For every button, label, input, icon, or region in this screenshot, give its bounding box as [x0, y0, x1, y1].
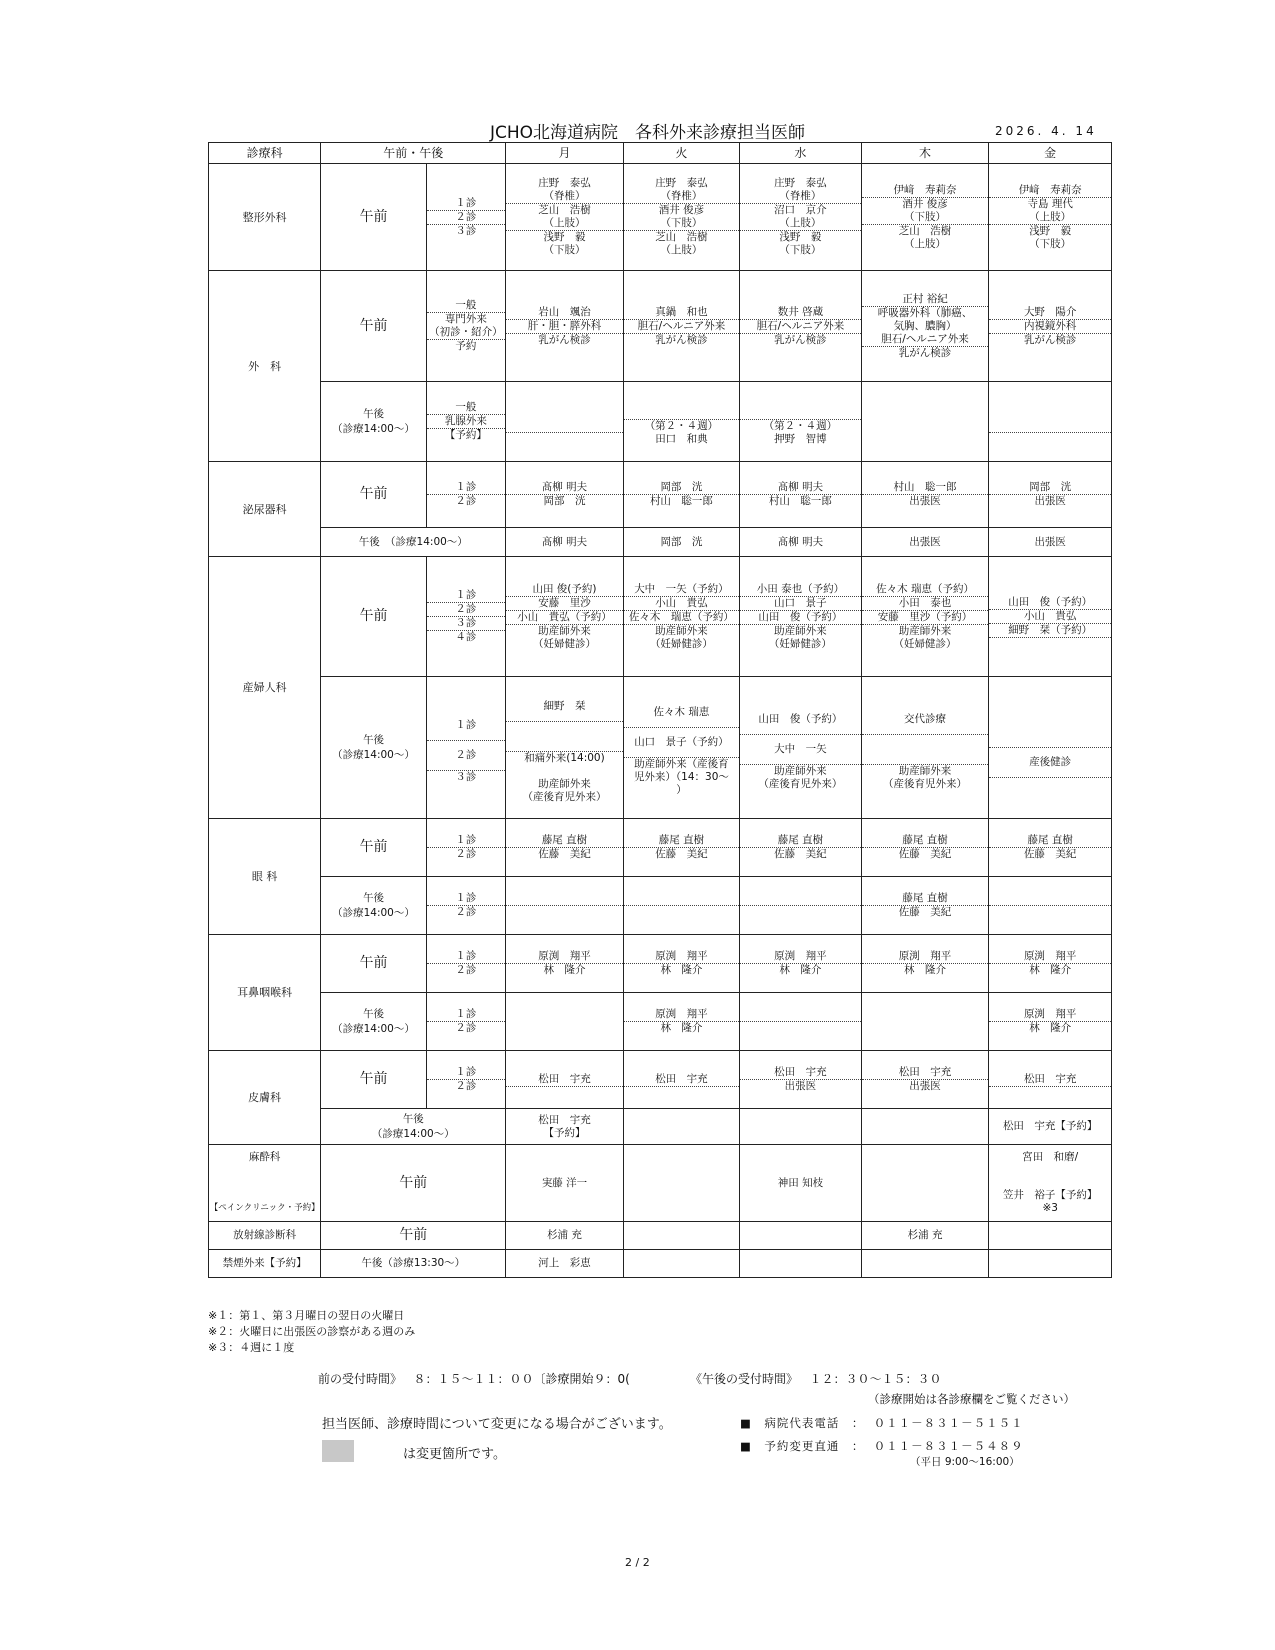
specialty: （脊椎）: [660, 190, 703, 202]
doctor: 林 隆介: [904, 964, 947, 976]
doctor: 岡部 洸: [623, 528, 739, 557]
doctor: 林 隆介: [660, 1022, 703, 1034]
clinic: 乳がん検診: [774, 333, 827, 346]
period-obgyn-pm: 午後: [362, 733, 384, 746]
doctor: 小田 泰也: [862, 597, 989, 611]
clinic: 乳がん検診: [898, 346, 952, 359]
header-dept: 診療科: [209, 143, 321, 164]
doctor: 伊﨑 寿莉奈: [1018, 183, 1082, 196]
period-surgery-pm: 午後: [362, 407, 384, 420]
note: （第２・４週）: [763, 420, 838, 432]
doctor: 佐藤 美紀: [1023, 848, 1077, 860]
doctor: 原渕 翔平: [624, 1008, 739, 1022]
clinic: 助産師外来: [655, 624, 708, 637]
clinic: 助産師外来: [774, 764, 827, 777]
dept-anes: 麻酔科: [248, 1151, 281, 1163]
header-wed: 水: [740, 143, 862, 164]
doctor: 浅野 毅: [543, 231, 586, 243]
obgyn-pm-row: [209, 677, 1112, 819]
slot: 予約: [455, 340, 477, 352]
doctor: 安藤 里沙: [506, 597, 622, 611]
specialty: （上肢）: [543, 217, 586, 229]
doctor: 数井 啓蔵: [740, 306, 861, 320]
clinic: 内視鏡外科: [989, 320, 1111, 334]
doctor: 交代診療: [862, 705, 989, 735]
slot: ３診: [455, 224, 477, 237]
obgyn-am-row: [209, 557, 1112, 677]
slot: ２診: [455, 906, 477, 918]
doctor: 髙柳 明夫: [506, 528, 623, 557]
period-smoke: 午後（診療13:30～）: [321, 1250, 506, 1278]
doctor: 村山 聡一郎: [649, 495, 713, 507]
clinic: （産後育児外来）: [758, 777, 843, 790]
doctor: 原渕 翔平: [624, 950, 739, 964]
doctor: 真鍋 和也: [624, 306, 739, 320]
clinic: 胆石/ヘルニア外来: [624, 320, 739, 334]
doctor: 原渕 翔平: [989, 950, 1111, 964]
period-derm-pm: 午後: [402, 1112, 424, 1125]
doctor: 出張医: [861, 528, 989, 557]
slot: ２診: [427, 211, 506, 225]
schedule-table: [208, 142, 1112, 1278]
clinic: 気胸、膿胸）: [893, 319, 957, 332]
period-ortho: 午前: [321, 164, 426, 271]
doctor: 伊﨑 寿莉奈: [893, 183, 957, 196]
doctor: 笠井 裕子【予約】: [1002, 1189, 1098, 1201]
doctor: 沼口 京介: [774, 204, 827, 216]
doctor: 髙柳 明夫: [740, 528, 862, 557]
change-legend-text: は変更箇所です。: [403, 1447, 506, 1462]
slot: １診: [427, 950, 506, 964]
doctor: 山田 俊（予約）: [740, 705, 861, 735]
doctor: 酒井 俊彦: [658, 204, 705, 216]
doctor: 山田 俊(予約): [506, 583, 622, 597]
surgery-am-row: [209, 271, 1112, 382]
eye-am-row: [209, 819, 1112, 877]
anes-row: [209, 1145, 1112, 1222]
specialty: （脊椎）: [779, 190, 822, 202]
doctor: 正村 裕紀: [862, 293, 989, 307]
clinic: 助産師外来: [898, 624, 952, 637]
footnote: ※２：火曜日に出張医の診察がある週のみ: [208, 1325, 416, 1338]
doctor: 佐藤 美紀: [774, 848, 827, 860]
clinic: 乳がん検診: [538, 333, 591, 346]
slot: （初診・紹介）: [429, 326, 503, 338]
clinic: 助産師外来: [898, 764, 952, 777]
doctor: 浅野 毅: [1029, 224, 1072, 237]
doctor: 山口 景子（予約）: [624, 728, 739, 758]
doctor: 林 隆介: [660, 964, 703, 976]
doctor: 山田 俊（予約）: [989, 596, 1111, 610]
slot: 【予約】: [444, 429, 487, 441]
doctor: 小山 貴弘（予約）: [506, 611, 622, 625]
slot: １診: [427, 197, 506, 211]
doctor: 出張医: [909, 495, 941, 507]
slot: ３診: [455, 771, 477, 783]
dept-derm: 皮膚科: [209, 1051, 321, 1145]
clinic: ）: [676, 784, 687, 796]
note: ※3: [1042, 1202, 1058, 1214]
dept-smoke: 禁煙外来【予約】: [209, 1250, 321, 1278]
clinic: 肝・胆・膵外科: [506, 320, 622, 334]
derm-am-row: [209, 1051, 1112, 1109]
specialty: （上肢）: [779, 217, 822, 229]
doctor: 杉浦 充: [861, 1222, 989, 1250]
period-note: （診療14:00～）: [332, 748, 415, 761]
clinic: 乳がん検診: [1023, 333, 1077, 346]
uro-am-row: [209, 462, 1112, 528]
doctor: 松田 宇充: [538, 1113, 591, 1126]
rad-row: [209, 1222, 1112, 1250]
phone-main-number: ０１１－８３１－５１５１: [873, 1416, 1024, 1430]
slot: ３診: [427, 617, 506, 631]
doctor: 芝山 浩樹: [898, 224, 952, 237]
page-number: 2 / 2: [625, 1556, 650, 1569]
doctor: 佐藤 美紀: [655, 848, 708, 860]
doctor: 原渕 翔平: [989, 1008, 1111, 1022]
am-reception: [318, 1370, 630, 1387]
slot: ２診: [427, 603, 506, 617]
header-tue: 火: [623, 143, 739, 164]
dept-eye: 眼 科: [209, 819, 321, 935]
specialty: （下肢）: [660, 217, 703, 229]
note: （第２・４週）: [644, 420, 719, 432]
doctor: 出張医: [989, 528, 1112, 557]
pm-reception: [690, 1370, 941, 1387]
doctor: 神田 知枝: [740, 1145, 862, 1222]
clinic: （妊婦健診）: [649, 637, 713, 650]
specialty: （脊椎）: [543, 190, 586, 202]
doctor: 林 隆介: [543, 964, 586, 976]
specialty: （上肢）: [660, 244, 703, 256]
doctor: 佐々木 瑞恵: [624, 698, 739, 728]
header-thu: 木: [861, 143, 989, 164]
doctor: 藤尾 直樹: [506, 834, 622, 848]
dept-surgery: 外 科: [209, 271, 321, 462]
header-row: [209, 143, 1112, 164]
doctor: 松田 宇充: [740, 1066, 861, 1080]
doctor: 原渕 翔平: [862, 950, 989, 964]
doctor: 林 隆介: [1029, 1022, 1072, 1034]
slot: 一般: [427, 299, 506, 313]
doctor: 実藤 洋一: [506, 1145, 623, 1222]
doctor: 岡部 洸: [989, 481, 1111, 495]
clinic: 胆石/ヘルニア外来: [740, 320, 861, 334]
slot: ２診: [455, 1080, 477, 1092]
clinic: 助産師外来: [538, 624, 591, 637]
doctor: 杉浦 充: [506, 1222, 623, 1250]
doctor: 出張医: [1034, 495, 1066, 507]
pm-hours-note: （診療開始は各診療欄をご覧ください）: [868, 1392, 1075, 1406]
slot: １診: [427, 834, 506, 848]
dept-ortho: 整形外科: [209, 164, 321, 271]
doctor: 宮田 和磨/: [1022, 1151, 1079, 1163]
doctor: 松田 宇充: [506, 1073, 622, 1087]
specialty: （下肢）: [779, 244, 822, 256]
clinic: 助産師外来: [538, 777, 591, 790]
period-eye-am: 午前: [321, 819, 426, 877]
slot: 専門外来: [444, 313, 487, 325]
slot: ４診: [455, 631, 477, 643]
eye-pm-row: [209, 877, 1112, 935]
doctor: 髙柳 明夫: [740, 481, 861, 495]
doctor: 庄野 泰弘: [774, 177, 827, 189]
doctor: 小田 泰也（予約）: [740, 583, 861, 597]
clinic: 胆石/ヘルニア外来: [881, 332, 969, 345]
dept-uro: 泌尿器科: [209, 462, 321, 557]
doctor: 松田 宇充: [624, 1073, 739, 1087]
am-hours: ８：１５～１１：００〔診療開始９：0(: [413, 1372, 630, 1386]
doctor: 庄野 泰弘: [655, 177, 708, 189]
ortho-row: [209, 164, 1112, 271]
clinic: 乳がん検診: [655, 333, 708, 346]
header-mon: 月: [506, 143, 623, 164]
doctor: 小山 貴弘: [624, 597, 739, 611]
doctor: 細野 栞: [506, 692, 622, 722]
smoke-row: [209, 1250, 1112, 1278]
doctor: 出張医: [784, 1080, 817, 1092]
doctor: 出張医: [909, 1080, 941, 1092]
slot: 乳腺外来: [427, 415, 506, 429]
clinic: 児外来）（14：30～: [633, 771, 729, 783]
specialty: （下肢）: [904, 210, 947, 223]
period-surgery-am: 午前: [321, 271, 426, 382]
period-note: （診療14:00～）: [371, 1127, 455, 1140]
period-derm-am: 午前: [321, 1051, 426, 1109]
period-note: （診療14:00～）: [332, 422, 415, 435]
doctor: 松田 宇充【予約】: [989, 1109, 1112, 1145]
dept-sub: 【ペインクリニック・予約】: [209, 1203, 320, 1213]
doctor: 安藤 里沙（予約）: [862, 611, 989, 625]
doctor: 藤尾 直樹: [862, 834, 989, 848]
period-note: （診療14:00～）: [332, 1022, 415, 1035]
doctor: 佐々木 瑞恵（予約）: [624, 611, 739, 625]
doctor: 岡部 洸: [543, 495, 586, 507]
period-obgyn-am: 午前: [321, 557, 426, 677]
slot: １診: [427, 589, 506, 603]
doctor: 村山 聡一郎: [862, 481, 989, 495]
doctor: 岡部 洸: [624, 481, 739, 495]
phone-res-hours: （平日 9:00～16:00）: [910, 1456, 1020, 1468]
ent-am-row: [209, 935, 1112, 993]
period-uro-am: 午前: [321, 462, 426, 528]
doctor: 庄野 泰弘: [538, 177, 591, 189]
phone-main: [740, 1415, 1024, 1431]
clinic: 助産師外来: [774, 624, 827, 637]
dept-rad: 放射線診断科: [209, 1222, 321, 1250]
slot: １診: [427, 481, 506, 495]
slot: １診: [427, 1066, 506, 1080]
change-message: 担当医師、診療時間について変更になる場合がございます。: [322, 1417, 672, 1432]
doctor: 松田 宇充: [862, 1066, 989, 1080]
dept-ent: 耳鼻咽喉科: [209, 935, 321, 1051]
phone-res-number: ０１１－８３１－５４８９: [873, 1439, 1024, 1453]
doctor: 佐藤 美紀: [898, 848, 952, 860]
phone-res-label: ■ 予約変更直通 ：: [740, 1439, 865, 1453]
slot: １診: [427, 711, 506, 741]
doctor: 藤尾 直樹: [624, 834, 739, 848]
specialty: （上肢）: [904, 237, 947, 250]
footnote: ※３：４週に１度: [208, 1341, 295, 1354]
surgery-pm-row: [209, 382, 1112, 462]
doctor: 大野 陽介: [989, 306, 1111, 320]
specialty: （上肢）: [1029, 210, 1072, 223]
slot: ２診: [455, 1022, 477, 1034]
clinic: （産後育児外来）: [522, 790, 607, 803]
note: 【予約】: [543, 1126, 586, 1139]
slot: １診: [427, 1008, 506, 1022]
doctor: 芝山 浩樹: [655, 231, 708, 243]
pm-hours-label: 《午後の受付時間》: [690, 1372, 799, 1386]
doctor: 村山 聡一郎: [768, 495, 832, 507]
doctor: 酒井 俊彦: [902, 197, 948, 210]
specialty: （下肢）: [1029, 237, 1072, 250]
period-rad: 午前: [321, 1222, 506, 1250]
period-ent-pm: 午後: [362, 1007, 384, 1020]
period-note: （診療14:00～）: [332, 906, 415, 919]
slot: ２診: [455, 495, 477, 507]
doctor: 寺島 理代: [1027, 197, 1073, 210]
period-anes: 午前: [321, 1145, 506, 1222]
clinic: （妊婦健診）: [768, 637, 832, 650]
footnote: ※１：第１、第３月曜日の翌日の火曜日: [208, 1309, 405, 1322]
pm-hours: １２：３０～１５：３０: [809, 1372, 942, 1386]
doctor: 林 隆介: [1029, 964, 1072, 976]
period-ent-am: 午前: [321, 935, 426, 993]
clinic: 助産師外来（産後育: [634, 758, 729, 770]
doctor: 細野 栞（予約）: [989, 624, 1111, 638]
doctor: 大中 一矢: [740, 735, 861, 765]
clinic: 呼吸器外科（肺癌、: [877, 306, 973, 319]
doctor: 岩山 颯治: [506, 306, 622, 320]
doctor: 原渕 翔平: [506, 950, 622, 964]
footnotes: [208, 1308, 415, 1356]
doctor: 松田 宇充: [989, 1073, 1111, 1087]
phone-reservation: [740, 1438, 1024, 1454]
derm-pm-row: [209, 1109, 1112, 1145]
doctor: 浅野 毅: [779, 231, 822, 243]
doctor: 藤尾 直樹: [740, 834, 861, 848]
clinic: （妊婦健診）: [893, 637, 957, 650]
specialty: （下肢）: [543, 244, 586, 256]
uro-pm-row: [209, 528, 1112, 557]
doctor: 佐々木 瑞恵（予約）: [862, 583, 989, 597]
ent-pm-row: [209, 993, 1112, 1051]
clinic: （産後育児外来）: [883, 777, 968, 790]
doctor: 佐藤 美紀: [538, 848, 591, 860]
doctor: 藤尾 直樹: [862, 892, 989, 906]
period-eye-pm: 午後: [362, 891, 384, 904]
doctor: 山田 俊（予約）: [740, 611, 861, 625]
phone-main-label: ■ 病院代表電話 ：: [740, 1416, 865, 1430]
doctor: 小山 貴弘: [989, 610, 1111, 624]
doctor: 田口 和典: [655, 433, 708, 445]
doctor: 押野 智博: [774, 433, 827, 445]
clinic: （妊婦健診）: [532, 637, 596, 650]
doctor: 芝山 浩樹: [538, 204, 591, 216]
issue-date: 2026. 4. 14: [995, 124, 1097, 138]
clinic: 産後健診: [989, 748, 1111, 778]
doctor: 林 隆介: [779, 964, 822, 976]
slot: ２診: [455, 964, 477, 976]
slot: 一般: [427, 401, 506, 415]
slot: １診: [427, 892, 506, 906]
doctor: 原渕 翔平: [740, 950, 861, 964]
period-uro-pm: 午後 （診療14:00～）: [321, 528, 506, 557]
doctor: 髙柳 明夫: [506, 481, 622, 495]
dept-obgyn: 産婦人科: [209, 557, 321, 819]
change-legend-swatch: [322, 1440, 354, 1462]
doctor: 佐藤 美紀: [898, 906, 952, 918]
doctor: 大中 一矢（予約）: [624, 583, 739, 597]
doctor: 山口 景子: [740, 597, 861, 611]
doctor: 藤尾 直樹: [989, 834, 1111, 848]
am-hours-label: 前の受付時間》: [318, 1372, 403, 1386]
header-period: 午前・午後: [321, 143, 506, 164]
slot: ２診: [427, 741, 506, 771]
header-fri: 金: [989, 143, 1112, 164]
doctor: 河上 彩恵: [506, 1250, 623, 1278]
page-title: JCHO北海道病院 各科外来診療担当医師: [490, 123, 806, 143]
clinic: 和痛外来(14:00): [524, 751, 605, 764]
slot: ２診: [455, 848, 477, 860]
